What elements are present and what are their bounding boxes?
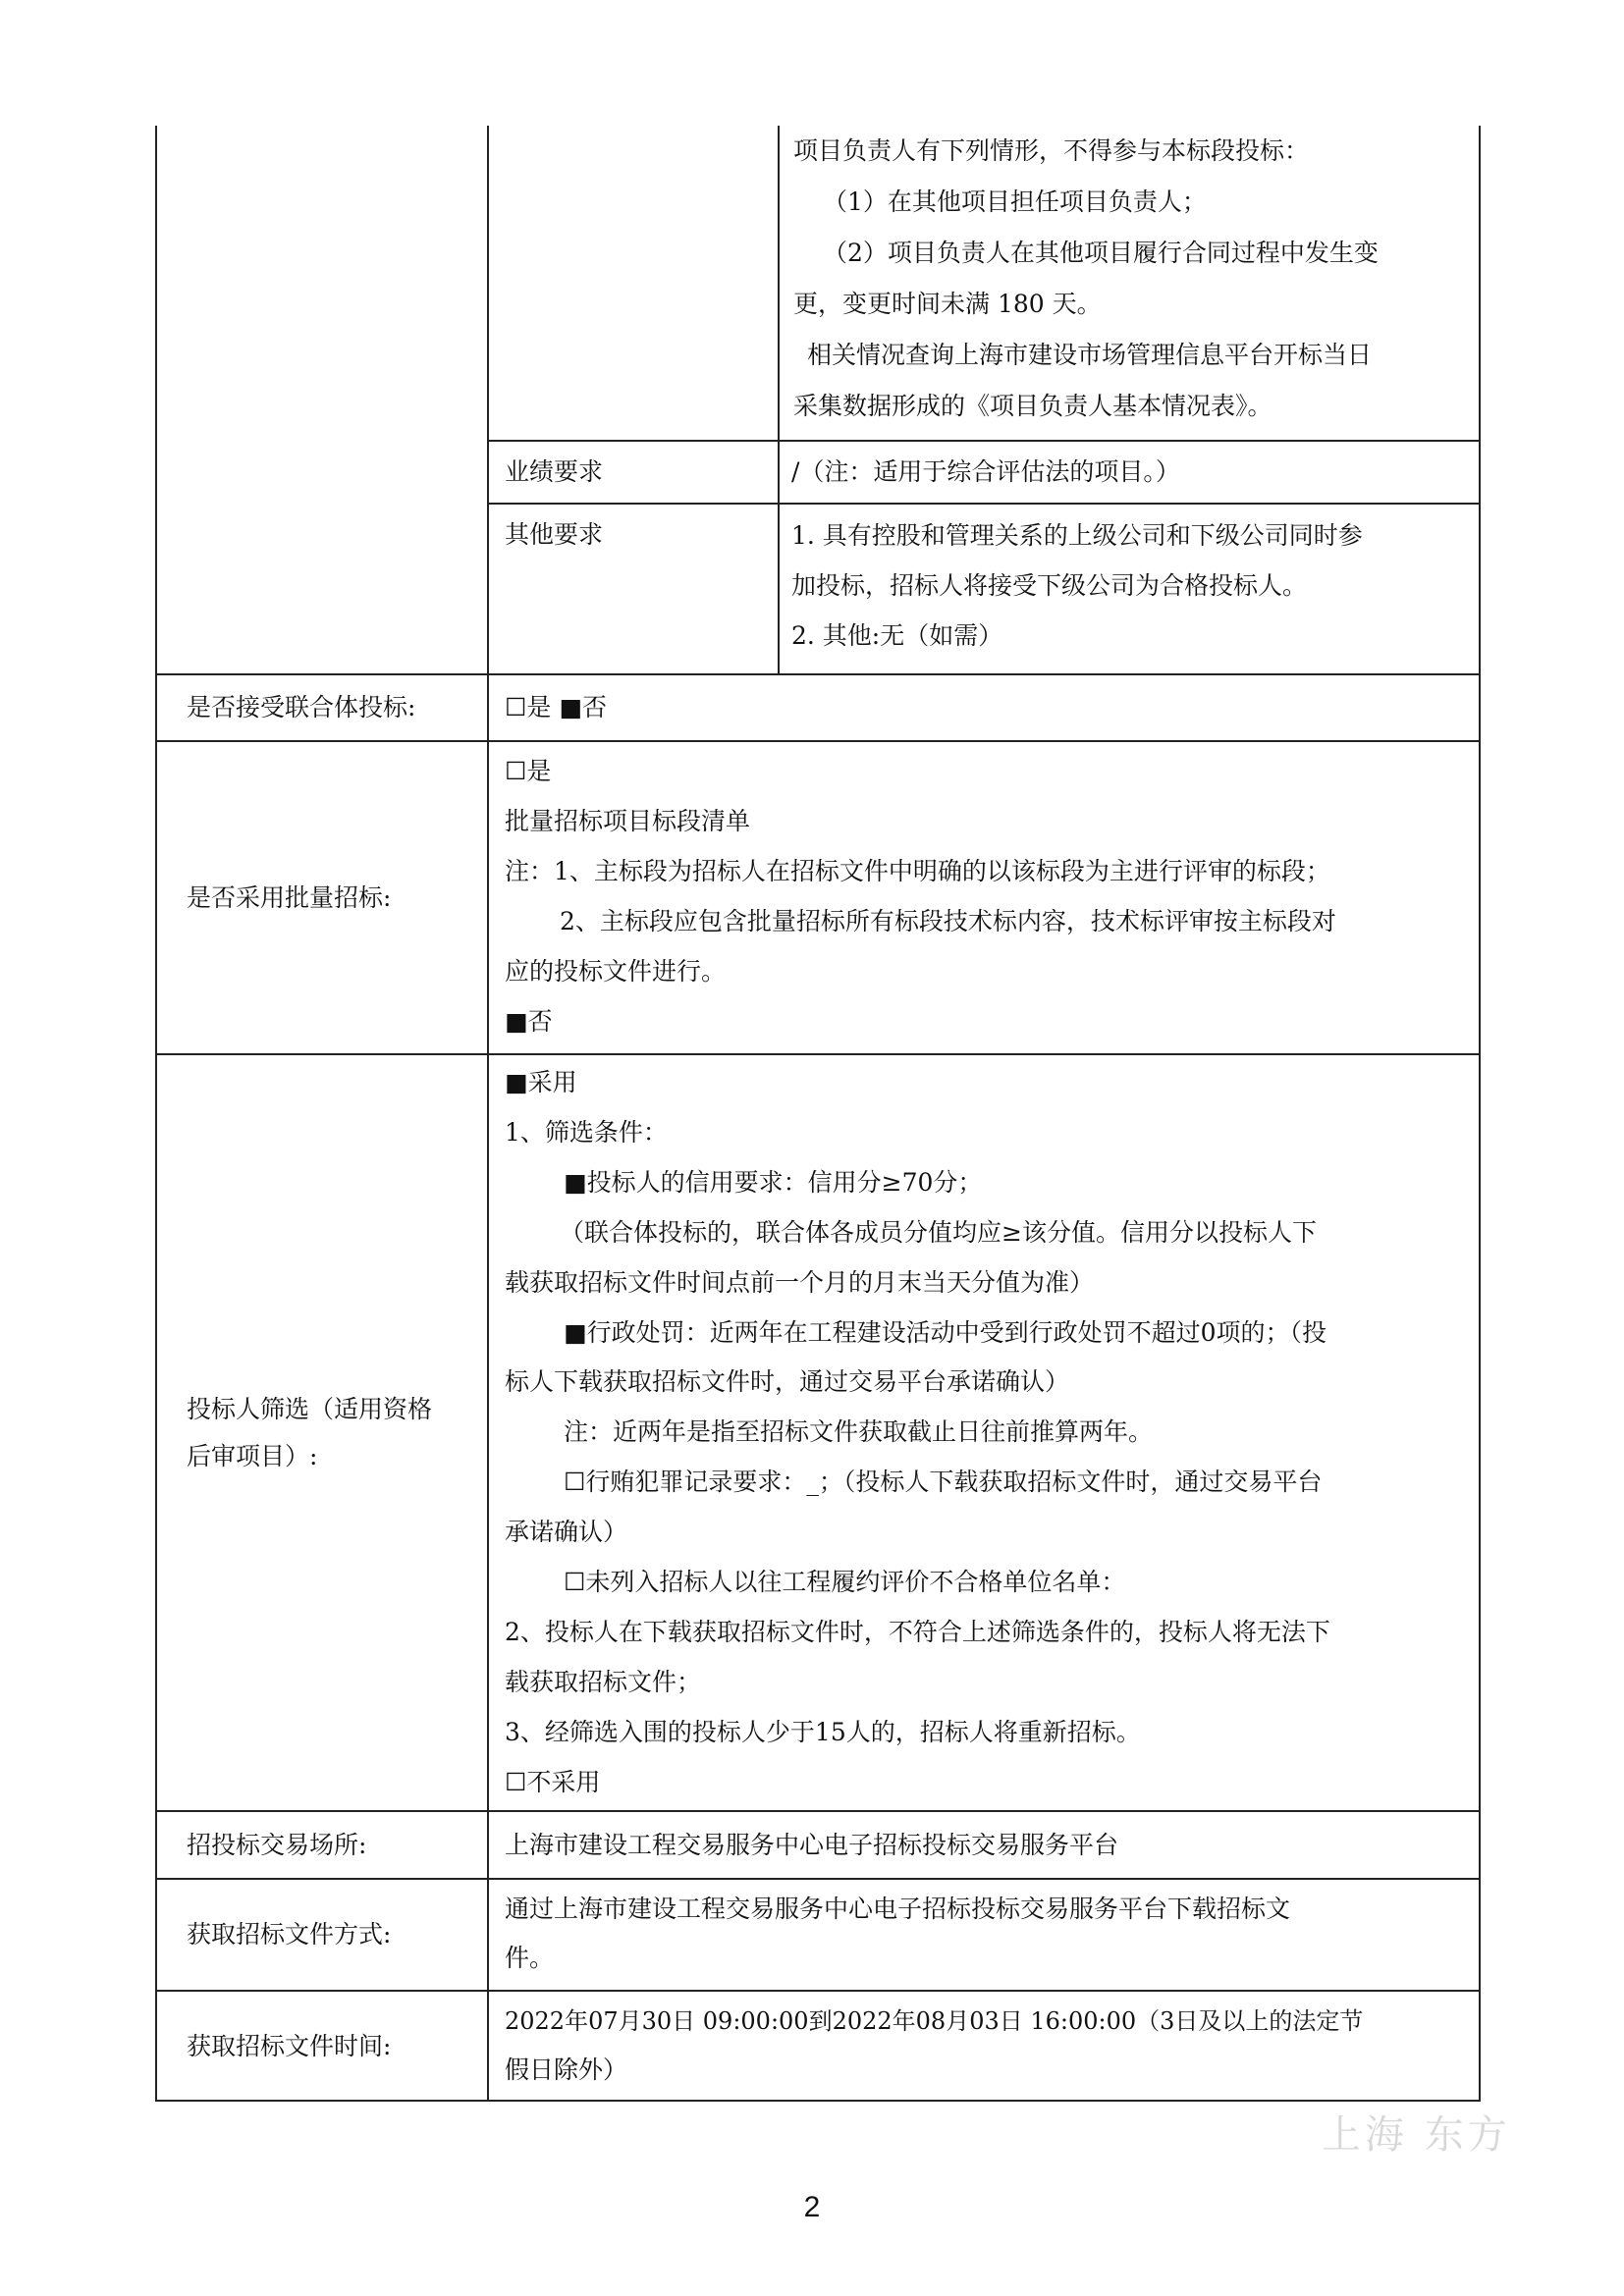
watermark-seal: 上海 东方	[1322, 2112, 1511, 2158]
screening-label	[157, 1055, 487, 1810]
screening-bribery-cont: 承诺确认）	[505, 1518, 628, 1547]
screening-credit-note-cont: 载获取招标文件时间点前一个月的月末当天分值为准）	[505, 1267, 1095, 1297]
batch-note-1: 注：1、主标段为招标人在招标文件中明确的以该标段为主进行评审的标段；	[505, 857, 1330, 885]
screening-rule-3: 3、经筛选入围的投标人少于15人的，招标人将重新招标。	[505, 1717, 1141, 1746]
consortium-label-text: 是否接受联合体投标:	[187, 693, 416, 721]
method-line-1: 通过上海市建设工程交易服务中心电子招标投标交易服务平台下载招标文	[505, 1895, 1291, 1923]
batch-option-yes: ☐是	[505, 757, 552, 785]
screening-adopt: ■采用	[505, 1068, 577, 1096]
method-line-2: 件。	[505, 1944, 555, 1972]
method-value	[497, 1885, 1479, 1983]
screening-penalty-cont: 标人下载获取招标文件时，通过交易平台承诺确认）	[505, 1367, 1070, 1397]
other-line-3: 2. 其他:无（如需）	[791, 621, 1003, 650]
screening-content	[497, 1058, 1479, 1808]
method-label-text: 获取招标文件方式:	[187, 1920, 392, 1949]
page-number: 2	[803, 2191, 821, 2223]
venue-value-text: 上海市建设工程交易服务中心电子招标投标交易服务平台	[505, 1830, 1119, 1859]
divider	[487, 673, 489, 2102]
pm-note-b: 采集数据形成的《项目负责人基本情况表》。	[793, 392, 1272, 420]
venue-label-text: 招投标交易场所:	[187, 1830, 367, 1859]
venue-value	[497, 1812, 1479, 1878]
pm-intro: 项目负责人有下列情形，不得参与本标段投标：	[793, 136, 1310, 165]
screening-rule-2: 2、投标人在下载获取招标文件时，不符合上述筛选条件的，投标人将无法下	[505, 1617, 1330, 1646]
performance-label	[497, 442, 776, 503]
pm-item-2b: 更，变更时间未满 180 天。	[793, 290, 1102, 318]
method-label	[157, 1880, 487, 1990]
time-line-1: 2022年07月30日 09:00:00到2022年08月03日 16:00:00（3日及以上的法定节	[505, 2007, 1364, 2035]
screening-blacklist: ☐未列入招标人以往工程履约评价不合格单位名单：	[564, 1568, 1126, 1597]
consortium-label	[157, 675, 487, 740]
screening-label-line-2: 后审项目）:	[187, 1441, 318, 1470]
batch-list-title: 批量招标项目标段清单	[505, 807, 751, 835]
batch-option-no: ■否	[505, 1007, 553, 1036]
time-label-text: 获取招标文件时间:	[187, 2032, 392, 2060]
other-label-text: 其他要求	[505, 520, 604, 549]
pm-item-2a: （2）项目负责人在其他项目履行合同过程中发生变	[823, 239, 1379, 267]
screening-credit: ■投标人的信用要求：信用分≥70分；	[564, 1167, 983, 1197]
screening-bribery: ☐行贿犯罪记录要求：_；（投标人下载获取招标文件时，通过交易平台	[564, 1468, 1323, 1497]
screening-penalty-note: 注：近两年是指至招标文件获取截止日往前推算两年。	[564, 1417, 1154, 1447]
batch-note-2-cont: 应的投标文件进行。	[505, 957, 727, 986]
divider	[778, 126, 780, 673]
screening-not-adopt: ☐不采用	[505, 1767, 601, 1796]
batch-label	[157, 742, 487, 1053]
divider	[487, 126, 489, 673]
pm-item-1: （1）在其他项目担任项目负责人；	[823, 187, 1207, 216]
time-label	[157, 1992, 487, 2102]
consortium-choice: ☐是 ■否	[505, 693, 607, 721]
batch-content	[497, 746, 1479, 1046]
pm-note-a: 相关情况查询上海市建设市场管理信息平台开标当日	[807, 341, 1373, 369]
other-line-2: 加投标，招标人将接受下级公司为合格投标人。	[791, 571, 1308, 600]
divider	[487, 503, 1481, 505]
screening-credit-note: （联合体投标的，联合体各成员分值均应≥该分值。信用分以投标人下	[560, 1217, 1317, 1247]
batch-label-text: 是否采用批量招标:	[187, 882, 392, 912]
consortium-value	[497, 675, 1479, 740]
other-label	[497, 510, 776, 560]
project-manager-conditions	[793, 126, 1481, 432]
batch-note-2: 2、主标段应包含批量招标所有标段技术标内容，技术标评审按主标段对	[560, 907, 1336, 935]
time-line-2: 假日除外）	[505, 2056, 628, 2084]
screening-rule-2-cont: 载获取招标文件；	[505, 1667, 702, 1696]
performance-value-text: /（注：适用于综合评估法的项目。）	[791, 457, 1180, 486]
other-requirements	[791, 510, 1479, 661]
performance-value	[791, 442, 1479, 503]
screening-penalty: ■行政处罚：近两年在工程建设活动中受到行政处罚不超过0项的；（投	[564, 1317, 1327, 1347]
other-line-1: 1. 具有控股和管理关系的上级公司和下级公司同时参	[791, 521, 1363, 550]
performance-label-text: 业绩要求	[505, 457, 604, 486]
venue-label	[157, 1812, 487, 1878]
screening-label-line-1: 投标人筛选（适用资格	[187, 1394, 433, 1423]
screening-conditions-title: 1、筛选条件：	[505, 1117, 668, 1147]
time-value	[497, 1997, 1479, 2095]
bidding-info-table	[155, 126, 1481, 2102]
